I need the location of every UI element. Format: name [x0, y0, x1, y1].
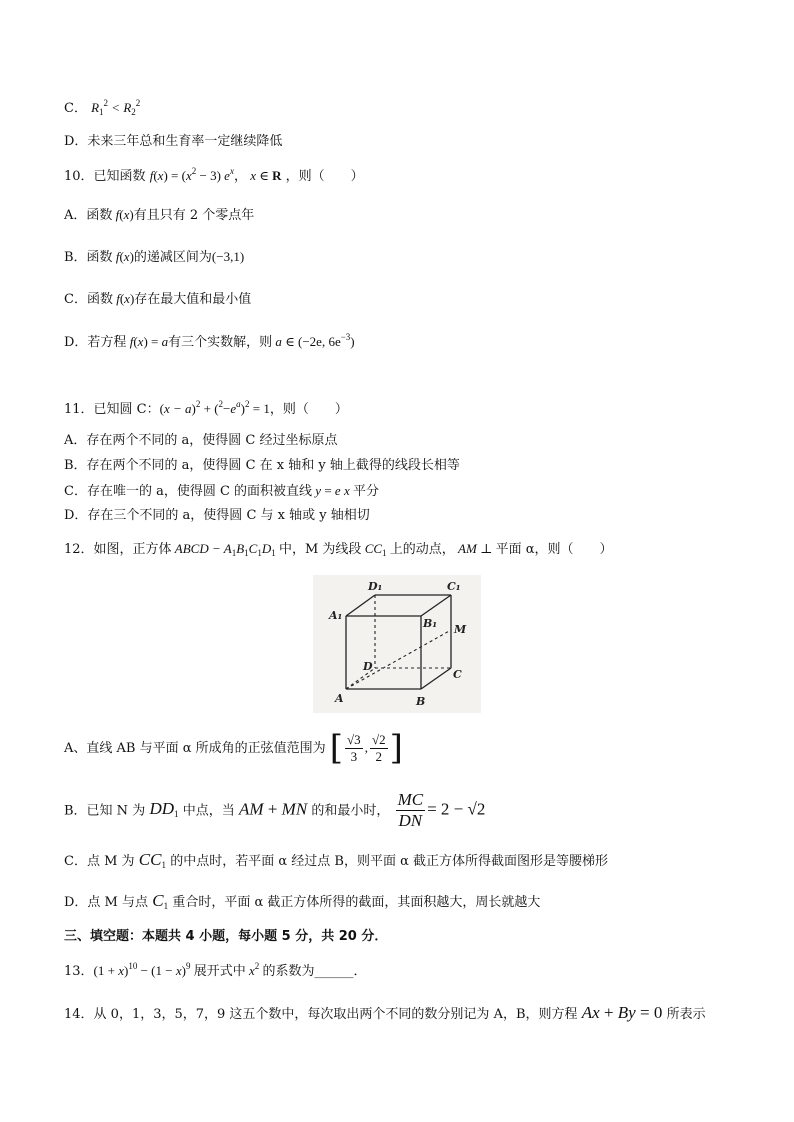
label-b: B: [416, 695, 426, 708]
section-3-heading: 三、填空题：本题共 4 小题，每小题 5 分，共 20 分．: [64, 929, 388, 944]
q10-option-a: A．函数 f(x)有且只有 2 个零点年: [64, 207, 255, 223]
q10-option-d: D．若方程 f(x) = a有三个实数解，则 a ∈ (−2e, $6e^{-3}$): [64, 332, 355, 350]
label-m: M: [454, 623, 467, 636]
label-c: C: [453, 668, 462, 681]
q12-option-b: B．已知 N 为 $DD_1$ 中点，当 AM + MN 的和最小时， $\frac{MC}{DN}$ = 2 − √2: [64, 790, 486, 831]
q13-stem: 13．$(1 + x)^{10} - (1 - x)^9$ 展开式中 $x^2$ 的系数为______．: [64, 961, 367, 979]
q11-stem: 11．已知圆 C：$(x - a)^2 + (^2-e^a)^2 = 1$，则（ ）: [64, 399, 348, 417]
q12-option-c: C．点 M 为 $CC_1$ 的中点时，若平面 α 经过点 B，则平面 α 截正方体所得截面图形是等腰梯形: [64, 850, 608, 870]
q11-option-b: B．存在两个不同的 a，使得圆 C 在 x 轴和 y 轴上截得的线段长相等: [64, 458, 460, 473]
label-a1: A₁: [329, 609, 343, 622]
q12-stem: 12．如图，正方体 ABCD − $A_1B_1C_1D_1$ 中，M 为线段 $CC_1$ 上的动点， AM ⊥ 平面 α，则（ ）: [64, 541, 613, 558]
label-b1: B₁: [423, 617, 438, 630]
label-a: A: [335, 692, 344, 705]
q10-stem: 10．已知函数 $f(x) = (x^2 - 3)$ $e^x$， x ∈ R ，则（ ）: [64, 166, 364, 184]
label-c1: C₁: [447, 580, 461, 593]
q9-option-c: C． $R_1^2 < R_2^2$: [64, 98, 141, 117]
label-d1: D₁: [368, 580, 383, 593]
q11-option-d: D．存在三个不同的 a，使得圆 C 与 x 轴或 y 轴相切: [64, 508, 370, 523]
cube-figure: [313, 575, 481, 713]
q11-option-a: A．存在两个不同的 a，使得圆 C 经过坐标原点: [64, 433, 338, 448]
q14-stem: 14．从 0，1，3，5，7，9 这五个数中，每次取出两个不同的数分别记为 A，B，则方程 Ax + By = 0 所表示: [64, 1003, 706, 1022]
q12-option-a: A、直线 AB 与平面 α 所成角的正弦值范围为 [ $\frac{√3}{3}$ , $\frac{√2}{2}$ ]: [64, 728, 403, 768]
label-d: D: [363, 660, 373, 673]
q9-option-d: D．未来三年总和生育率一定继续降低: [64, 134, 283, 149]
q10-option-c: C．函数 f(x)存在最大值和最小值: [64, 291, 252, 307]
q10-option-b: B．函数 f(x)的递减区间为(−3,1): [64, 249, 245, 265]
q12-option-d: D．点 M 与点 $C_1$ 重合时，平面 α 截正方体所得的截面，其面积越大，周长就越大: [64, 891, 541, 911]
q11-option-c: C．存在唯一的 a，使得圆 C 的面积被直线 y = e x 平分: [64, 483, 379, 499]
